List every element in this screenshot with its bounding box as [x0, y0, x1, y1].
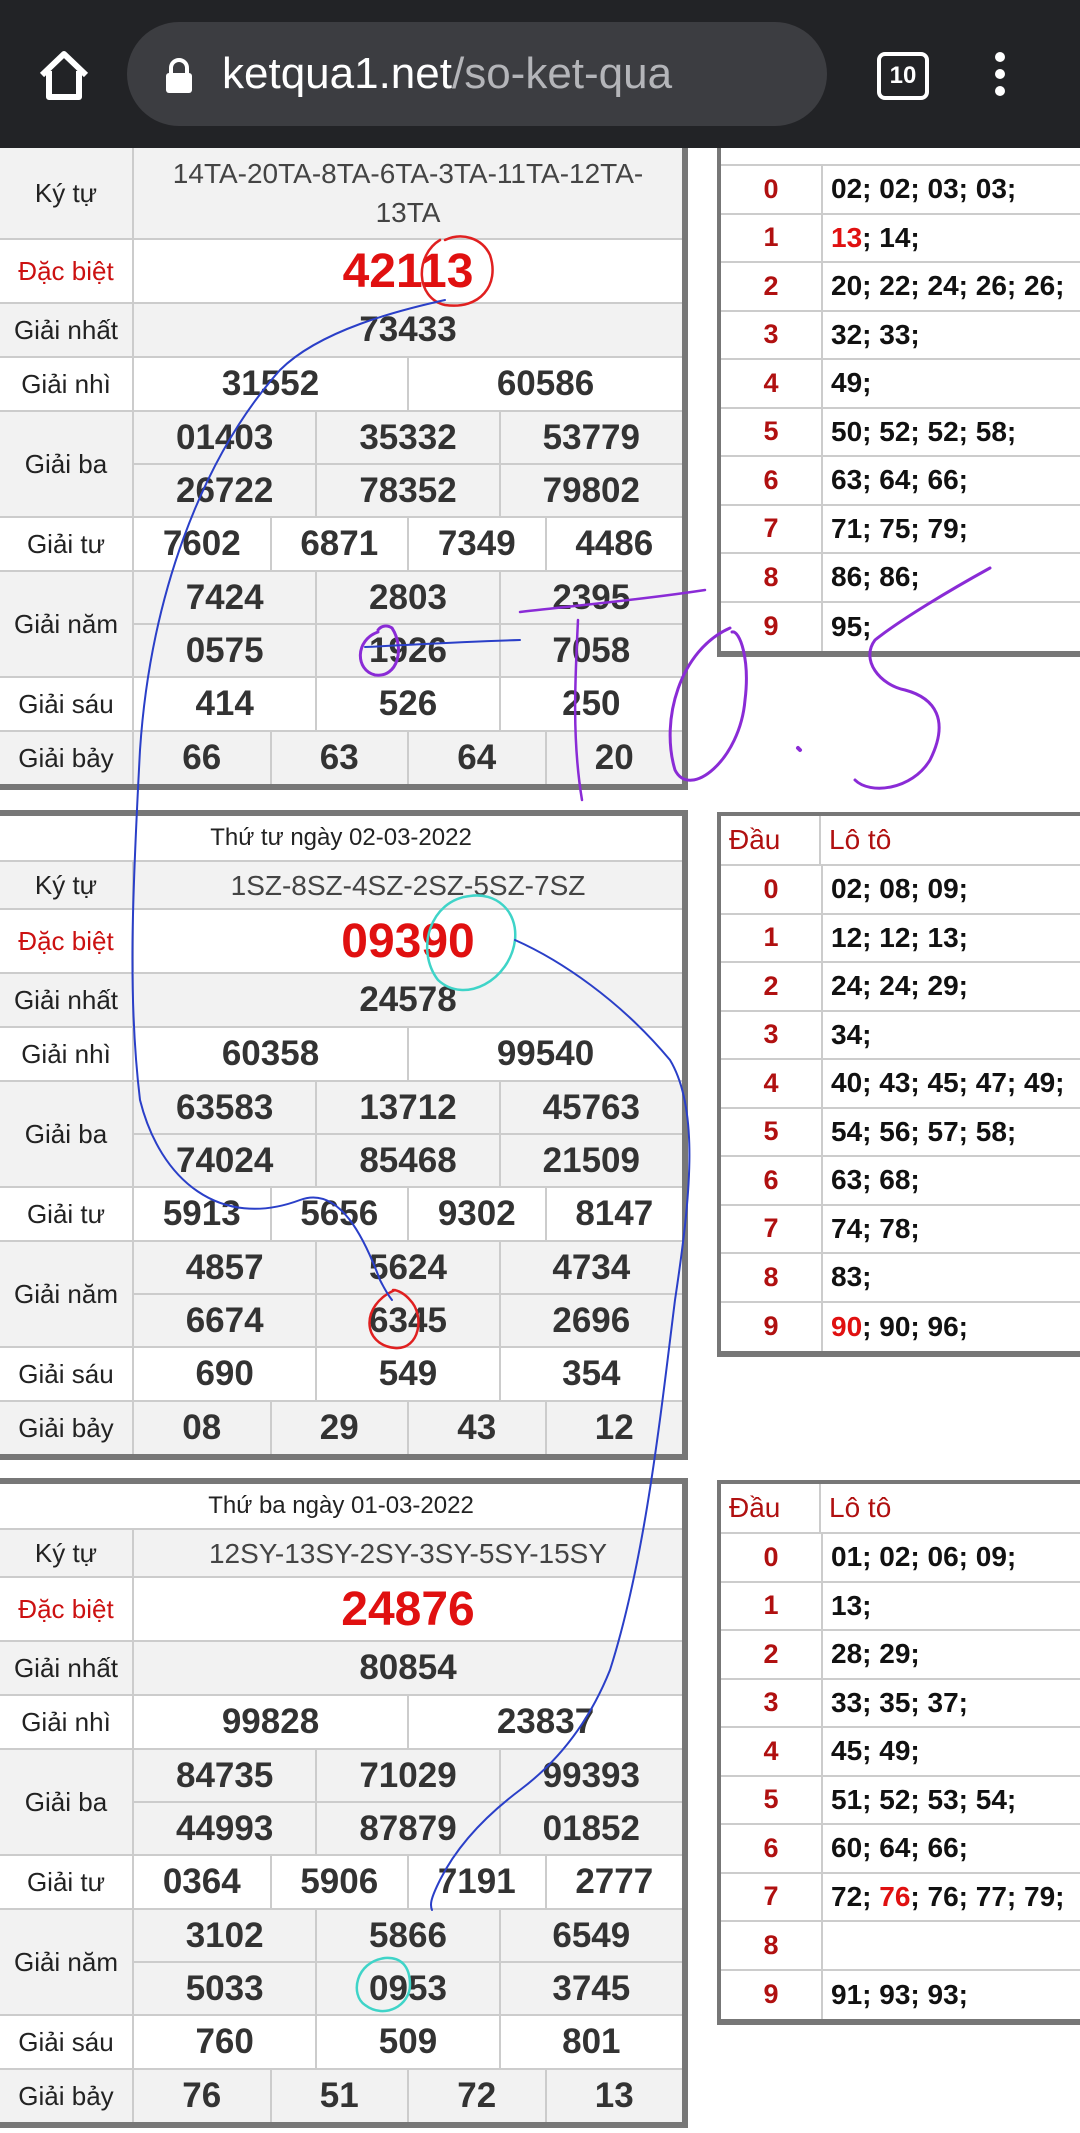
loto-row	[721, 1971, 1080, 2020]
sixth-prize-number: 354	[499, 1348, 682, 1400]
loto-row	[721, 1728, 1080, 1777]
loto-values	[823, 409, 1080, 456]
sixth-prize-number: 414	[195, 684, 254, 723]
prize-label-giai-nhat: Giải nhất	[0, 974, 134, 1026]
third-prize-number: 01852	[499, 1803, 682, 1854]
result-row-giai-nam	[0, 1242, 682, 1348]
loto-value-text: ; 76; 77; 79;	[910, 1880, 1065, 1912]
loto-dau-digit: 3	[721, 1012, 823, 1059]
loto-highlight-value: 13	[831, 221, 863, 253]
fourth-prize-number: 0364	[162, 1862, 241, 1901]
sixth-prize-number: 690	[195, 1354, 254, 1393]
prize-label-giai-tu: Giải tư	[0, 1188, 134, 1240]
dau-header: Đầu	[721, 1484, 821, 1532]
loto-value-text: ; 14;	[862, 221, 920, 253]
loto-row	[721, 554, 1080, 603]
loto-value-text: 02; 02; 03; 03;	[831, 173, 1017, 205]
loto-row	[721, 1012, 1080, 1061]
prize-label-giai-sau: Giải sáu	[0, 678, 134, 730]
seventh-prize-number: 13	[545, 2070, 683, 2122]
result-row-ky-tu	[0, 148, 682, 240]
loto-values	[823, 1303, 1080, 1352]
loto-values	[823, 166, 1080, 213]
loto-values	[823, 1060, 1080, 1107]
fifth-prize-number: 5624	[315, 1242, 498, 1293]
loto-header-label: Lô tô	[829, 824, 892, 855]
loto-row	[721, 603, 1080, 652]
fifth-prize-number: 3102	[185, 1915, 264, 1955]
loto-value-text: 45; 49;	[831, 1735, 920, 1767]
loto-dau-digit: 4	[721, 360, 823, 407]
loto-highlight-value: 90	[831, 1310, 863, 1342]
fourth-prize-number: 7191	[407, 1856, 545, 1908]
loto-row	[721, 963, 1080, 1012]
seventh-prize-number: 12	[545, 1402, 683, 1454]
loto-row	[721, 1680, 1080, 1729]
sixth-prize-number: 549	[315, 1348, 498, 1400]
loto-dau-digit: 1	[721, 1583, 823, 1630]
second-prize-number: 99540	[407, 1028, 682, 1080]
second-prize-number: 60358	[221, 1034, 320, 1073]
result-row-giai-nam	[0, 1910, 682, 2016]
fifth-prize-number: 3745	[499, 1963, 682, 2014]
fifth-prize-number: 6345	[315, 1295, 498, 1346]
prize-label-ky-tu: Ký tự	[0, 862, 134, 908]
prize-label-giai-nhi: Giải nhì	[0, 358, 134, 410]
loto-values	[823, 506, 1080, 553]
sixth-prize-number: 801	[499, 2016, 682, 2068]
loto-dau-digit: 6	[721, 1157, 823, 1204]
loto-row	[721, 1583, 1080, 1632]
loto-row	[721, 1534, 1080, 1583]
loto-row	[721, 457, 1080, 506]
loto-value-text: 50; 52; 52; 58;	[831, 415, 1017, 447]
third-prize-number: 35332	[315, 412, 498, 463]
result-row-giai-nhat	[0, 1642, 682, 1696]
url-host: ketqua1.net	[222, 49, 452, 98]
sixth-prize-number: 509	[315, 2016, 498, 2068]
loto-dau-digit: 9	[721, 1971, 823, 2020]
loto-row	[721, 1206, 1080, 1255]
ky-tu-value: 14TA-20TA-8TA-6TA-3TA-11TA-12TA-13TA	[172, 158, 644, 228]
seventh-prize-number: 29	[270, 1402, 408, 1454]
fifth-prize-number: 2395	[499, 572, 682, 623]
fifth-prize-number: 7058	[499, 625, 682, 676]
loto-header	[721, 1484, 1080, 1534]
prize-label-dac-biet: Đặc biệt	[0, 910, 134, 972]
loto-value-text: 13;	[831, 1589, 872, 1621]
result-row-ky-tu	[0, 1530, 682, 1578]
loto-value-text: 86; 86;	[831, 561, 920, 593]
draw-date-title: Thứ tư ngày 02-03-2022	[0, 816, 682, 862]
loto-values	[823, 1777, 1080, 1824]
prize-label-giai-ba: Giải ba	[0, 412, 134, 516]
draw-date-title: Thứ ba ngày 01-03-2022	[0, 1484, 682, 1530]
prize-label-giai-nam: Giải năm	[0, 1242, 134, 1346]
third-prize-number: 99393	[499, 1750, 682, 1801]
loto-row	[721, 1254, 1080, 1303]
loto-value-text: 33; 35; 37;	[831, 1686, 968, 1718]
seventh-prize-number: 20	[545, 732, 683, 784]
fifth-prize-number: 0575	[185, 630, 264, 670]
prize-label-dac-biet: Đặc biệt	[0, 240, 134, 302]
fourth-prize-number: 6871	[270, 518, 408, 570]
fifth-prize-number: 2696	[499, 1295, 682, 1346]
tab-switcher-button[interactable]: 10	[877, 52, 929, 100]
fourth-prize-number: 5906	[270, 1856, 408, 1908]
fifth-prize-number: 4857	[185, 1247, 264, 1287]
loto-highlight-value: 76	[879, 1880, 911, 1912]
fifth-prize-number: 0953	[315, 1963, 498, 2014]
loto-dau-digit: 8	[721, 1254, 823, 1301]
special-prize-number: 42113	[342, 244, 474, 298]
third-prize-number: 74024	[176, 1140, 274, 1180]
prize-label-giai-bay: Giải bảy	[0, 732, 134, 784]
prize-label-giai-nhi: Giải nhì	[0, 1696, 134, 1748]
loto-dau-digit: 1	[721, 215, 823, 262]
fifth-prize-number: 1926	[315, 625, 498, 676]
prize-label-ky-tu: Ký tự	[0, 1530, 134, 1576]
loto-value-text: ; 90; 96;	[862, 1310, 968, 1342]
fifth-prize-number: 6549	[499, 1910, 682, 1961]
fifth-prize-number: 4734	[499, 1242, 682, 1293]
ky-tu-value: 12SY-13SY-2SY-3SY-5SY-15SY	[208, 1537, 608, 1569]
result-row-giai-tu	[0, 1188, 682, 1242]
loto-header-label: Lô tô	[829, 1492, 892, 1523]
loto-row	[721, 409, 1080, 458]
loto-values	[823, 1825, 1080, 1872]
loto-dau-digit: 2	[721, 1631, 823, 1678]
fifth-prize-number: 5866	[315, 1910, 498, 1961]
third-prize-number: 63583	[176, 1087, 274, 1127]
result-row-giai-nhi	[0, 1028, 682, 1082]
loto-table-2	[717, 812, 1080, 1357]
seventh-prize-number: 72	[407, 2070, 545, 2122]
loto-value-text: 40; 43; 45; 47; 49;	[831, 1067, 1065, 1099]
fifth-prize-number: 6674	[185, 1300, 264, 1340]
sixth-prize-number: 250	[499, 678, 682, 730]
result-row-giai-tu	[0, 518, 682, 572]
first-prize-number: 24578	[359, 980, 457, 1019]
loto-values	[823, 360, 1080, 407]
prize-label-ky-tu: Ký tự	[0, 148, 134, 238]
loto-row	[721, 360, 1080, 409]
third-prize-number: 87879	[315, 1803, 498, 1854]
result-row-giai-nam	[0, 572, 682, 678]
seventh-prize-number: 08	[182, 1408, 222, 1447]
dau-header: Đầu	[721, 816, 821, 864]
fourth-prize-number: 7602	[162, 524, 241, 563]
loto-values	[823, 1631, 1080, 1678]
fourth-prize-number: 7349	[407, 518, 545, 570]
sixth-prize-number: 760	[195, 2022, 254, 2061]
fourth-prize-number: 4486	[545, 518, 683, 570]
loto-value-text: 91; 93; 93;	[831, 1978, 968, 2010]
sixth-prize-number: 526	[315, 678, 498, 730]
loto-dau-digit: 5	[721, 1777, 823, 1824]
third-prize-number: 78352	[315, 465, 498, 516]
result-row-giai-nhi	[0, 358, 682, 412]
loto-values	[823, 963, 1080, 1010]
fourth-prize-number: 5656	[270, 1188, 408, 1240]
loto-dau-digit: 1	[721, 915, 823, 962]
loto-values	[823, 1534, 1080, 1581]
prize-label-giai-bay: Giải bảy	[0, 1402, 134, 1454]
result-row-giai-ba	[0, 412, 682, 518]
fifth-prize-number: 2803	[315, 572, 498, 623]
loto-value-text: 72;	[831, 1880, 880, 1912]
fourth-prize-number: 8147	[545, 1188, 683, 1240]
loto-values	[823, 1109, 1080, 1156]
loto-value-text: 63; 68;	[831, 1164, 920, 1196]
result-table-3	[0, 1478, 688, 2128]
third-prize-number: 26722	[176, 470, 274, 510]
result-row-giai-sau	[0, 2016, 682, 2070]
result-row-giai-sau	[0, 1348, 682, 1402]
browser-toolbar	[0, 0, 1080, 148]
prize-label-giai-nhat: Giải nhất	[0, 1642, 134, 1694]
result-row-giai-nhat	[0, 304, 682, 358]
home-icon[interactable]	[34, 45, 94, 105]
third-prize-number: 79802	[499, 465, 682, 516]
loto-row	[721, 166, 1080, 215]
prize-label-giai-sau: Giải sáu	[0, 2016, 134, 2068]
loto-value-text: 34;	[831, 1018, 872, 1050]
loto-row	[721, 1922, 1080, 1971]
loto-row	[721, 263, 1080, 312]
result-row-giai-nhat	[0, 974, 682, 1028]
loto-value-text: 54; 56; 57; 58;	[831, 1115, 1017, 1147]
loto-dau-digit: 3	[721, 1680, 823, 1727]
prize-label-giai-nhi: Giải nhì	[0, 1028, 134, 1080]
prize-label-giai-nhat: Giải nhất	[0, 304, 134, 356]
loto-dau-digit: 0	[721, 1534, 823, 1581]
result-row-giai-nhi	[0, 1696, 682, 1750]
loto-dau-digit: 3	[721, 312, 823, 359]
loto-row	[721, 1825, 1080, 1874]
loto-row	[721, 1157, 1080, 1206]
lock-icon	[162, 57, 196, 95]
result-row-giai-sau	[0, 678, 682, 732]
seventh-prize-number: 76	[182, 2076, 222, 2115]
url-path: /so-ket-qua	[451, 49, 673, 98]
loto-row	[721, 1874, 1080, 1923]
loto-values	[823, 1680, 1080, 1727]
first-prize-number: 73433	[359, 310, 457, 349]
loto-values	[823, 312, 1080, 359]
second-prize-number: 31552	[221, 364, 320, 403]
prize-label-giai-nam: Giải năm	[0, 572, 134, 676]
loto-values	[823, 1254, 1080, 1301]
loto-value-text: 24; 24; 29;	[831, 970, 968, 1002]
prize-label-giai-tu: Giải tư	[0, 1856, 134, 1908]
loto-row	[721, 506, 1080, 555]
loto-values	[823, 1206, 1080, 1253]
loto-value-text: 32; 33;	[831, 318, 920, 350]
seventh-prize-number: 63	[270, 732, 408, 784]
special-prize-number: 09390	[341, 914, 475, 968]
result-table-1	[0, 148, 688, 790]
loto-value-text: 12; 12; 13;	[831, 921, 968, 953]
third-prize-number: 13712	[315, 1082, 498, 1133]
result-table-2	[0, 810, 688, 1460]
first-prize-number: 80854	[359, 1648, 457, 1687]
result-row-ky-tu	[0, 862, 682, 910]
result-row-giai-ba	[0, 1082, 682, 1188]
loto-value-text: 60; 64; 66;	[831, 1832, 968, 1864]
loto-values	[823, 1971, 1080, 2020]
result-row-giai-bay	[0, 732, 682, 784]
prize-label-giai-ba: Giải ba	[0, 1750, 134, 1854]
prize-label-giai-sau: Giải sáu	[0, 1348, 134, 1400]
loto-value-text: 51; 52; 53; 54;	[831, 1783, 1017, 1815]
prize-label-giai-ba: Giải ba	[0, 1082, 134, 1186]
loto-values	[823, 263, 1080, 310]
loto-values	[823, 1157, 1080, 1204]
second-prize-number: 60586	[407, 358, 682, 410]
loto-value-text: 74; 78;	[831, 1212, 920, 1244]
loto-dau-digit: 2	[721, 963, 823, 1010]
third-prize-number: 45763	[499, 1082, 682, 1133]
result-row-giai-bay	[0, 1402, 682, 1454]
loto-value-text: 95;	[831, 610, 872, 642]
loto-values	[823, 1012, 1080, 1059]
prize-label-giai-tu: Giải tư	[0, 518, 134, 570]
loto-values	[823, 1583, 1080, 1630]
fifth-prize-number: 7424	[185, 577, 264, 617]
loto-value-text: 20; 22; 24; 26; 26;	[831, 270, 1065, 302]
fourth-prize-number: 5913	[162, 1194, 241, 1233]
loto-values	[823, 554, 1080, 601]
loto-dau-digit: 8	[721, 554, 823, 601]
fourth-prize-number: 9302	[407, 1188, 545, 1240]
loto-values	[823, 866, 1080, 913]
loto-dau-digit: 7	[721, 1206, 823, 1253]
loto-table-3	[717, 1480, 1080, 2025]
loto-value-text: 28; 29;	[831, 1638, 920, 1670]
second-prize-number: 23837	[407, 1696, 682, 1748]
prize-label-giai-bay: Giải bảy	[0, 2070, 134, 2122]
loto-dau-digit: 8	[721, 1922, 823, 1969]
result-row-giai-ba	[0, 1750, 682, 1856]
loto-row	[721, 312, 1080, 361]
ky-tu-value: 1SZ-8SZ-4SZ-2SZ-5SZ-7SZ	[230, 869, 586, 901]
loto-row	[721, 1631, 1080, 1680]
third-prize-number: 44993	[176, 1808, 274, 1848]
loto-row	[721, 915, 1080, 964]
fourth-prize-number: 2777	[545, 1856, 683, 1908]
loto-dau-digit: 7	[721, 506, 823, 553]
result-row-dac-biet	[0, 240, 682, 304]
loto-value-text: 49;	[831, 367, 872, 399]
special-prize-number: 24876	[341, 1582, 475, 1636]
fifth-prize-number: 5033	[185, 1968, 264, 2008]
result-row-dac-biet	[0, 1578, 682, 1642]
loto-value-text: 71; 75; 79;	[831, 512, 968, 544]
loto-row	[721, 1303, 1080, 1352]
loto-value-text: 63; 64; 66;	[831, 464, 968, 496]
seventh-prize-number: 64	[407, 732, 545, 784]
loto-value-text: 02; 08; 09;	[831, 873, 968, 905]
loto-dau-digit: 6	[721, 457, 823, 504]
loto-dau-digit: 4	[721, 1728, 823, 1775]
loto-table-1	[717, 148, 1080, 657]
loto-row	[721, 1777, 1080, 1826]
loto-values	[823, 1874, 1080, 1921]
loto-row	[721, 215, 1080, 264]
third-prize-number: 85468	[315, 1135, 498, 1186]
loto-row	[721, 1109, 1080, 1158]
result-row-giai-tu	[0, 1856, 682, 1910]
third-prize-number: 21509	[499, 1135, 682, 1186]
third-prize-number: 84735	[176, 1755, 274, 1795]
loto-dau-digit: 9	[721, 603, 823, 652]
loto-dau-digit: 5	[721, 409, 823, 456]
loto-values	[823, 603, 1080, 652]
loto-row	[721, 866, 1080, 915]
url-text	[222, 49, 672, 99]
loto-value-text: 83;	[831, 1261, 872, 1293]
loto-row	[721, 1060, 1080, 1109]
seventh-prize-number: 43	[407, 1402, 545, 1454]
result-row-dac-biet	[0, 910, 682, 974]
seventh-prize-number: 66	[182, 738, 222, 777]
third-prize-number: 01403	[176, 417, 274, 457]
loto-values	[823, 1922, 1080, 1969]
third-prize-number: 71029	[315, 1750, 498, 1801]
address-bar[interactable]	[127, 22, 827, 126]
more-menu-icon[interactable]	[994, 52, 1006, 100]
loto-dau-digit: 0	[721, 166, 823, 213]
third-prize-number: 53779	[499, 412, 682, 463]
second-prize-number: 99828	[221, 1702, 320, 1741]
loto-dau-digit: 6	[721, 1825, 823, 1872]
loto-dau-digit: 0	[721, 866, 823, 913]
loto-dau-digit: 4	[721, 1060, 823, 1107]
ink-dot	[798, 748, 800, 750]
loto-dau-digit: 5	[721, 1109, 823, 1156]
loto-dau-digit: 2	[721, 263, 823, 310]
seventh-prize-number: 51	[270, 2070, 408, 2122]
loto-dau-digit: 7	[721, 1874, 823, 1921]
loto-values	[823, 215, 1080, 262]
prize-label-giai-nam: Giải năm	[0, 1910, 134, 2014]
loto-values	[823, 1728, 1080, 1775]
prize-label-dac-biet: Đặc biệt	[0, 1578, 134, 1640]
result-row-giai-bay	[0, 2070, 682, 2122]
loto-values	[823, 457, 1080, 504]
loto-header	[721, 816, 1080, 866]
loto-dau-digit: 9	[721, 1303, 823, 1352]
loto-values	[823, 915, 1080, 962]
loto-value-text: 01; 02; 06; 09;	[831, 1541, 1017, 1573]
